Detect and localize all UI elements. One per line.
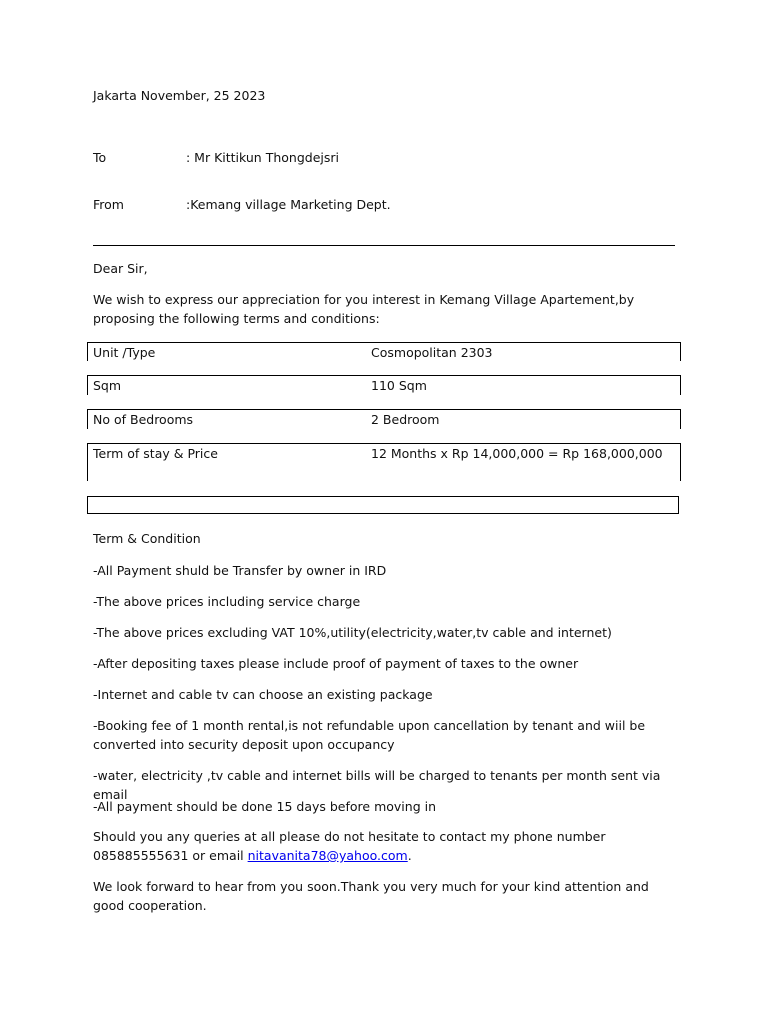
empty-table-row (87, 496, 679, 514)
date-line: Jakarta November, 25 2023 (93, 88, 266, 103)
to-value: : Mr Kittikun Thongdejsri (186, 150, 339, 165)
from-value: :Kemang village Marketing Dept. (186, 197, 391, 212)
details-label: Sqm (93, 378, 122, 393)
to-label: To (93, 150, 107, 165)
term-item: -After depositing taxes please include proof of payment of taxes to the owner (93, 656, 579, 671)
salutation: Dear Sir, (93, 261, 148, 276)
details-row-bedrooms (87, 409, 681, 429)
contact-text: Should you any queries at all please do not hesitate to contact my phone number 085885555631 or email (93, 829, 606, 863)
email-link[interactable]: nitavanita78@yahoo.com (247, 848, 408, 863)
details-value: 2 Bedroom (371, 412, 440, 427)
contact-paragraph (93, 827, 678, 865)
details-row-sqm (87, 375, 681, 395)
from-label: From (93, 197, 124, 212)
term-item: -Booking fee of 1 month rental,is not refundable upon cancellation by tenant and wiil be converted into security deposit upon occupancy (93, 718, 646, 752)
details-row-term-price (87, 443, 681, 481)
details-label: No of Bedrooms (93, 412, 194, 427)
details-label: Term of stay & Price (93, 446, 218, 461)
contact-after: . (407, 848, 412, 863)
details-row-unit-type (87, 342, 681, 361)
term-item: -water, electricity ,tv cable and internet bills will be charged to tenants per month sent via email (93, 768, 661, 802)
term-item: -All payment should be done 15 days before moving in (93, 799, 436, 814)
details-value: 110 Sqm (371, 378, 427, 393)
header-divider (93, 245, 675, 246)
details-value: 12 Months x Rp 14,000,000 = Rp 168,000,000 (371, 446, 663, 461)
details-value: Cosmopolitan 2303 (371, 345, 493, 360)
term-item: -Internet and cable tv can choose an existing package (93, 687, 433, 702)
closing-paragraph: We look forward to hear from you soon.Thank you very much for your kind attention and good cooperation. (93, 879, 649, 913)
details-label: Unit /Type (93, 345, 156, 360)
terms-heading: Term & Condition (93, 531, 201, 546)
term-item: -The above prices excluding VAT 10%,utility(electricity,water,tv cable and internet) (93, 625, 612, 640)
intro-paragraph: We wish to express our appreciation for you interest in Kemang Village Apartement,by proposing the following terms and conditions: (93, 292, 635, 326)
term-item: -The above prices including service charge (93, 594, 361, 609)
term-item: -All Payment shuld be Transfer by owner in IRD (93, 563, 387, 578)
